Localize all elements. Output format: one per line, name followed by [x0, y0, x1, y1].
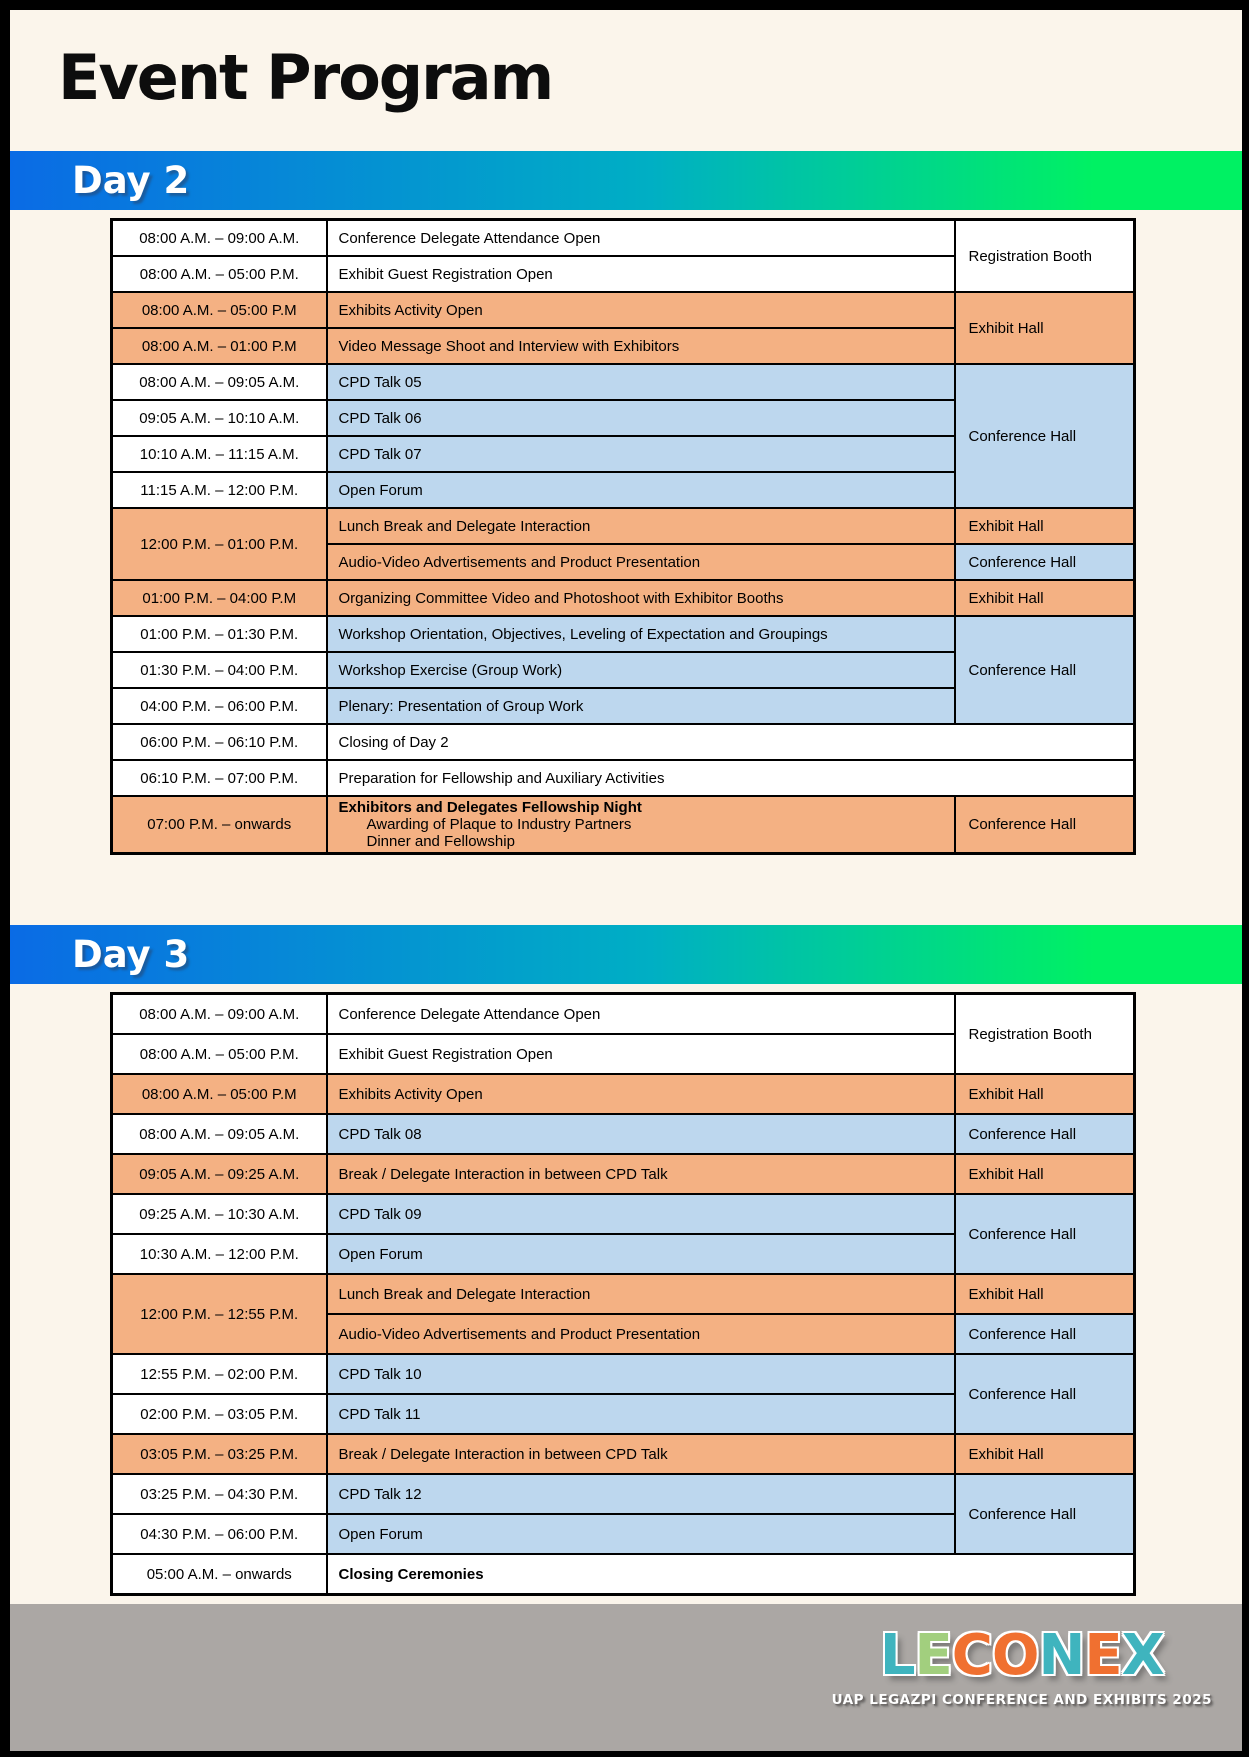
time-cell: 03:05 P.M. – 03:25 P.M. [112, 1434, 327, 1474]
table-row [112, 508, 1135, 544]
activity-cell: CPD Talk 07 [327, 436, 955, 472]
activity-cell: Plenary: Presentation of Group Work [327, 688, 955, 724]
activity-cell: CPD Talk 10 [327, 1354, 955, 1394]
activity-cell: Video Message Shoot and Interview with Exhibitors [327, 328, 955, 364]
location-cell: Conference Hall [955, 1314, 1135, 1354]
location-cell: Conference Hall [955, 1474, 1135, 1554]
time-cell: 08:00 A.M. – 09:05 A.M. [112, 364, 327, 400]
logo-tagline: UAP LEGAZPI CONFERENCE AND EXHIBITS 2025 [831, 1692, 1212, 1708]
time-cell: 08:00 A.M. – 09:00 A.M. [112, 994, 327, 1035]
activity-title: Exhibitors and Delegates Fellowship Night [338, 799, 642, 816]
activity-cell: Exhibit Guest Registration Open [327, 1034, 955, 1074]
time-cell: 12:00 P.M. – 12:55 P.M. [112, 1274, 327, 1354]
logo-letter: E [914, 1623, 952, 1688]
activity-cell: Closing of Day 2 [327, 724, 1135, 760]
activity-cell: Preparation for Fellowship and Auxiliary Activities [327, 760, 1135, 796]
activity-cell: Workshop Orientation, Objectives, Leveling of Expectation and Groupings [327, 616, 955, 652]
activity-cell: CPD Talk 06 [327, 400, 955, 436]
day2-schedule-table [110, 218, 1136, 855]
time-cell: 01:00 P.M. – 01:30 P.M. [112, 616, 327, 652]
leconex-logo [831, 1623, 1212, 1708]
table-row [112, 994, 1135, 1035]
location-cell: Registration Booth [955, 220, 1135, 293]
activity-cell: Open Forum [327, 1514, 955, 1554]
event-program-page [10, 10, 1242, 1751]
time-cell: 06:10 P.M. – 07:00 P.M. [112, 760, 327, 796]
table-row [112, 1154, 1135, 1194]
time-cell: 01:00 P.M. – 04:00 P.M [112, 580, 327, 616]
time-cell: 12:00 P.M. – 01:00 P.M. [112, 508, 327, 580]
time-cell: 03:25 P.M. – 04:30 P.M. [112, 1474, 327, 1514]
time-cell: 09:05 A.M. – 10:10 A.M. [112, 400, 327, 436]
activity-cell: Break / Delegate Interaction in between CPD Talk [327, 1434, 955, 1474]
location-cell: Conference Hall [955, 796, 1135, 854]
table-row [112, 1554, 1135, 1595]
table-row [112, 1354, 1135, 1394]
day3-banner [10, 925, 1242, 984]
location-cell: Exhibit Hall [955, 1274, 1135, 1314]
day2-banner [10, 151, 1242, 210]
time-cell: 09:05 A.M. – 09:25 A.M. [112, 1154, 327, 1194]
time-cell: 08:00 A.M. – 09:05 A.M. [112, 1114, 327, 1154]
time-cell: 10:10 A.M. – 11:15 A.M. [112, 436, 327, 472]
activity-cell: Closing Ceremonies [327, 1554, 1135, 1595]
location-cell: Exhibit Hall [955, 1154, 1135, 1194]
time-cell: 09:25 A.M. – 10:30 A.M. [112, 1194, 327, 1234]
table-row [112, 580, 1135, 616]
activity-cell: Audio-Video Advertisements and Product Presentation [327, 1314, 955, 1354]
table-row [112, 1194, 1135, 1234]
location-cell: Conference Hall [955, 1114, 1135, 1154]
table-row [112, 724, 1135, 760]
time-cell: 07:00 P.M. – onwards [112, 796, 327, 854]
time-cell: 05:00 A.M. – onwards [112, 1554, 327, 1595]
activity-cell: Conference Delegate Attendance Open [327, 220, 955, 257]
time-cell: 08:00 A.M. – 05:00 P.M. [112, 256, 327, 292]
table-row [112, 616, 1135, 652]
activity-cell: Audio-Video Advertisements and Product Presentation [327, 544, 955, 580]
activity-cell: CPD Talk 05 [327, 364, 955, 400]
day2-label: Day 2 [72, 159, 190, 202]
time-cell: 06:00 P.M. – 06:10 P.M. [112, 724, 327, 760]
table-row [112, 760, 1135, 796]
location-cell: Conference Hall [955, 544, 1135, 580]
time-cell: 04:00 P.M. – 06:00 P.M. [112, 688, 327, 724]
activity-subitem: Awarding of Plaque to Industry Partners [366, 816, 632, 833]
activity-cell: Workshop Exercise (Group Work) [327, 652, 955, 688]
location-cell: Registration Booth [955, 994, 1135, 1075]
activity-cell: Conference Delegate Attendance Open [327, 994, 955, 1035]
time-cell: 08:00 A.M. – 05:00 P.M [112, 292, 327, 328]
location-cell: Exhibit Hall [955, 508, 1135, 544]
logo-letter: X [1121, 1623, 1164, 1688]
table-row [112, 1114, 1135, 1154]
table-row [112, 1074, 1135, 1114]
time-cell: 10:30 A.M. – 12:00 P.M. [112, 1234, 327, 1274]
activity-cell: Lunch Break and Delegate Interaction [327, 1274, 955, 1314]
time-cell: 11:15 A.M. – 12:00 P.M. [112, 472, 327, 508]
table-row [112, 1274, 1135, 1314]
location-cell: Exhibit Hall [955, 580, 1135, 616]
location-cell: Conference Hall [955, 616, 1135, 724]
day3-schedule-table [110, 992, 1136, 1596]
time-cell: 08:00 A.M. – 05:00 P.M. [112, 1034, 327, 1074]
activity-cell: Exhibits Activity Open [327, 1074, 955, 1114]
logo-letter: E [1084, 1623, 1122, 1688]
time-cell: 02:00 P.M. – 03:05 P.M. [112, 1394, 327, 1434]
activity-cell: CPD Talk 08 [327, 1114, 955, 1154]
table-row [112, 292, 1135, 328]
time-cell: 04:30 P.M. – 06:00 P.M. [112, 1514, 327, 1554]
table-row [112, 1474, 1135, 1514]
activity-cell: Open Forum [327, 472, 955, 508]
location-cell: Conference Hall [955, 364, 1135, 508]
activity-cell: CPD Talk 11 [327, 1394, 955, 1434]
location-cell: Exhibit Hall [955, 1074, 1135, 1114]
activity-cell: CPD Talk 09 [327, 1194, 955, 1234]
logo-letter: O [991, 1623, 1039, 1688]
location-cell: Exhibit Hall [955, 1434, 1135, 1474]
table-row [112, 220, 1135, 257]
location-cell: Exhibit Hall [955, 292, 1135, 364]
table-row [112, 1434, 1135, 1474]
activity-cell [327, 796, 955, 854]
time-cell: 01:30 P.M. – 04:00 P.M. [112, 652, 327, 688]
time-cell: 12:55 P.M. – 02:00 P.M. [112, 1354, 327, 1394]
activity-cell: Break / Delegate Interaction in between CPD Talk [327, 1154, 955, 1194]
activity-cell: Lunch Break and Delegate Interaction [327, 508, 955, 544]
activity-cell: CPD Talk 12 [327, 1474, 955, 1514]
activity-cell: Organizing Committee Video and Photoshoot with Exhibitor Booths [327, 580, 955, 616]
table-row [112, 796, 1135, 854]
activity-cell: Exhibits Activity Open [327, 292, 955, 328]
location-cell: Conference Hall [955, 1194, 1135, 1274]
page-title: Event Program [58, 41, 553, 114]
time-cell: 08:00 A.M. – 05:00 P.M [112, 1074, 327, 1114]
logo-letter: C [951, 1623, 992, 1688]
logo-letter: L [879, 1623, 915, 1688]
location-cell: Conference Hall [955, 1354, 1135, 1434]
logo-letter: N [1038, 1623, 1085, 1688]
activity-cell: Exhibit Guest Registration Open [327, 256, 955, 292]
footer-band [10, 1604, 1242, 1751]
table-row [112, 364, 1135, 400]
time-cell: 08:00 A.M. – 09:00 A.M. [112, 220, 327, 257]
time-cell: 08:00 A.M. – 01:00 P.M [112, 328, 327, 364]
day3-label: Day 3 [72, 933, 190, 976]
activity-cell: Open Forum [327, 1234, 955, 1274]
activity-subitem: Dinner and Fellowship [366, 833, 515, 850]
leconex-logo-wordmark [832, 1623, 1212, 1688]
